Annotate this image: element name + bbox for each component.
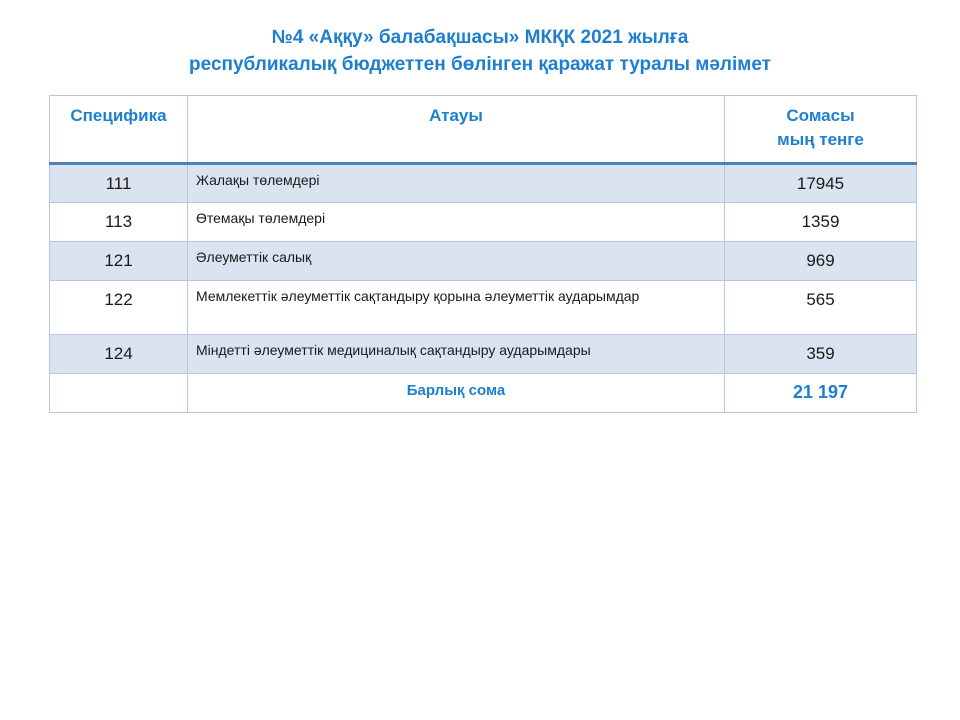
- page-title: [0, 24, 960, 78]
- row-spec: 111: [50, 164, 188, 203]
- page-title-line-2: республикалық бюджеттен бөлінген қаражат туралы мәлімет: [189, 54, 771, 75]
- row-spec: 121: [50, 242, 188, 281]
- header-name: Атауы: [188, 96, 725, 164]
- header-spec: Специфика: [50, 96, 188, 164]
- row-sum: 1359: [725, 203, 917, 242]
- header-sum-line-2: мың тенге: [777, 130, 864, 149]
- table-header-row: [50, 96, 917, 164]
- total-spec-empty: [50, 374, 188, 413]
- table-row: [50, 335, 917, 374]
- row-name: Жалақы төлемдері: [188, 164, 725, 203]
- row-name: Әлеуметтік салық: [188, 242, 725, 281]
- row-name: Өтемақы төлемдері: [188, 203, 725, 242]
- total-label: Барлық сома: [188, 374, 725, 413]
- row-name: Мемлекеттік әлеуметтік сақтандыру қорына әлеуметтік аударымдар: [188, 281, 725, 335]
- row-sum: 969: [725, 242, 917, 281]
- row-spec: 122: [50, 281, 188, 335]
- page-title-line-1: №4 «Аққу» балабақшасы» МКҚК 2021 жылға: [271, 27, 689, 48]
- total-value: 21 197: [725, 374, 917, 413]
- table-row: [50, 281, 917, 335]
- row-sum: 17945: [725, 164, 917, 203]
- table-row: [50, 242, 917, 281]
- row-sum: 565: [725, 281, 917, 335]
- row-spec: 113: [50, 203, 188, 242]
- row-name: Міндетті әлеуметтік медициналық сақтандыру аударымдары: [188, 335, 725, 374]
- row-spec: 124: [50, 335, 188, 374]
- table-row: [50, 203, 917, 242]
- header-sum: [725, 96, 917, 164]
- row-sum: 359: [725, 335, 917, 374]
- table-row: [50, 164, 917, 203]
- table-total-row: [50, 374, 917, 413]
- budget-table: [49, 95, 917, 413]
- header-sum-line-1: Сомасы: [786, 106, 855, 125]
